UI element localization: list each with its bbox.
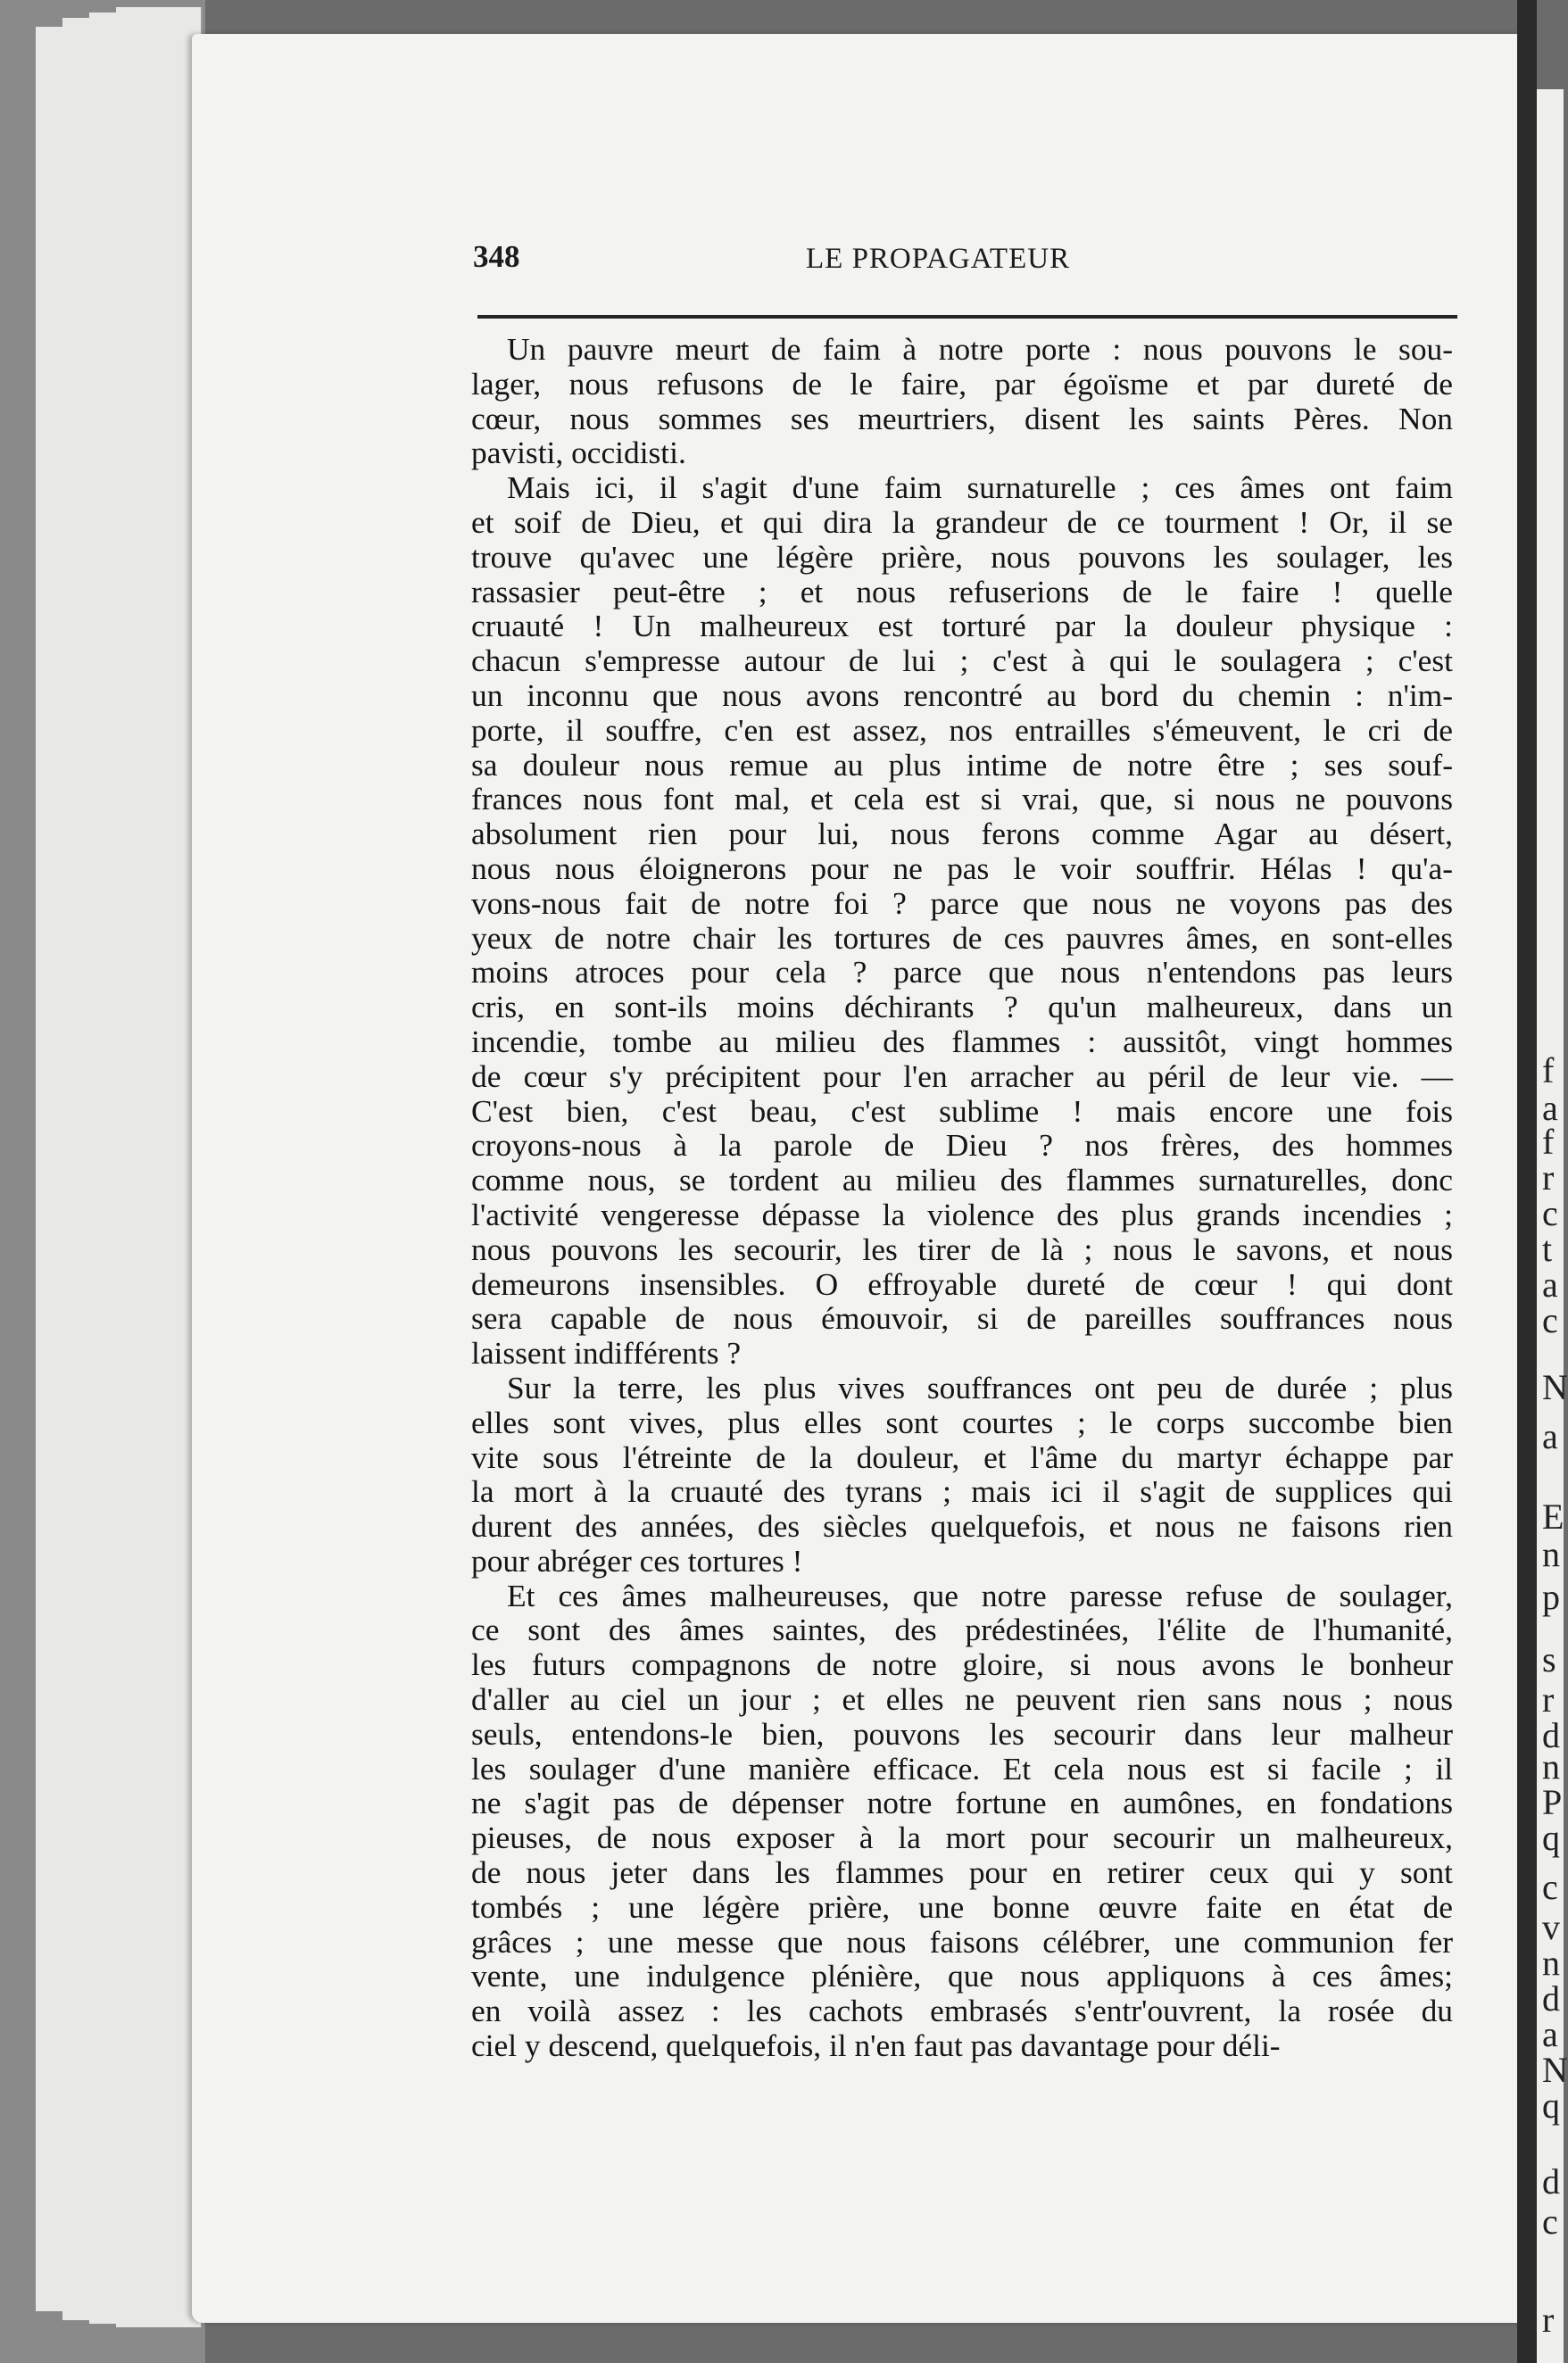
text-line: nous nous éloignerons pour ne pas le voir souffrir. Hélas ! qu'a- [471,850,1453,886]
next-page-edge [1537,89,1568,2363]
text-line: chacun s'empresse autour de lui ; c'est à qui le soulagera ; c'est [471,643,1453,679]
text-line: grâces ; une messe que nous faisons célébrer, une communion fer [471,1923,1453,1960]
next-page-fragment: n [1542,1534,1560,1574]
text-line: de nous jeter dans les flammes pour en retirer ceux qui y sont [471,1854,1453,1891]
next-page-fragment: f [1542,1050,1555,1090]
next-page-fragment: E [1542,1497,1564,1537]
text-line: trouve qu'avec une légère prière, nous pouvons les soulager, les [471,538,1453,575]
page-number: 348 [473,239,520,274]
text-line: les soulager d'une manière efficace. Et cela nous est si facile ; il [471,1750,1453,1787]
text-line: sa douleur nous remue au plus intime de notre être ; ses souf- [471,746,1453,783]
next-page-fragment: P [1542,1782,1563,1822]
next-page-fragment: c [1542,2201,1558,2242]
running-title: LE PROPAGATEUR [806,243,1071,275]
page-header [473,239,1455,293]
next-page-fragment: a [1542,1416,1558,1456]
text-line: vente, une indulgence plénière, que nous appliquons à ces âmes; [471,1958,1453,1994]
text-line: pieuses, de nous exposer à la mort pour secourir un malheureux, [471,1820,1453,1856]
text-line: seuls, entendons-le bien, pouvons les secourir dans leur malheur [471,1715,1453,1752]
next-page-fragment: t [1542,1229,1553,1269]
text-line: et soif de Dieu, et qui dira la grandeur de ce tourment ! Or, il se [471,503,1453,540]
text-line: rassasier peut-être ; et nous refuserions de le faire ! quelle [471,573,1453,609]
text-line: absolument rien pour lui, nous ferons comme Agar au désert, [471,816,1453,852]
text-line: demeurons insensibles. O effroyable dureté de cœur ! qui dont [471,1265,1453,1302]
next-page-fragment: c [1542,1193,1558,1233]
next-page-fragment: a [1542,1264,1558,1305]
text-line: ciel y descend, quelquefois, il n'en faut pas davantage pour déli- [471,2027,1281,2064]
text-line: ne s'agit pas de dépenser notre fortune en aumônes, en fondations [471,1785,1453,1821]
book-page-edges [0,0,205,2363]
text-line: C'est bien, c'est beau, c'est sublime ! mais encore une fois [471,1092,1453,1129]
next-page-fragment: N [1542,1367,1568,1407]
text-line: cruauté ! Un malheureux est torturé par la douleur physique : [471,608,1453,644]
next-page-fragment: p [1542,1577,1560,1617]
text-line: la mort à la cruauté des tyrans ; mais ici il s'agit de supplices qui [471,1473,1453,1510]
text-line: Un pauvre meurt de faim à notre porte : nous pouvons le sou- [507,331,1453,367]
next-page-fragment: s [1542,1639,1556,1679]
next-page-fragment: d [1542,1715,1560,1755]
text-line: vite sous l'étreinte de la douleur, et l'âme du martyr échappe par [471,1439,1453,1475]
text-line: sera capable de nous émouvoir, si de pareilles souffrances nous [471,1300,1453,1337]
text-line: Et ces âmes malheureuses, que notre paresse refuse de soulager, [507,1577,1453,1613]
text-line: ce sont des âmes saintes, des prédestinées, l'élite de l'humanité, [471,1612,1453,1648]
text-line: lager, nous refusons de le faire, par égoïsme et par dureté de [471,365,1453,402]
text-line: croyons-nous à la parole de Dieu ? nos frères, des hommes [471,1127,1453,1164]
text-line: frances nous font mal, et cela est si vrai, que, si nous ne pouvons [471,781,1453,817]
next-page-fragment: c [1542,1300,1558,1340]
text-line: en voilà assez : les cachots embrasés s'entr'ouvrent, la rosée du [471,1993,1453,2029]
body-text [471,332,1453,2063]
text-line: elles sont vives, plus elles sont courtes ; le corps succombe bien [471,1404,1453,1440]
text-line: pavisti, occidisti. [471,435,686,471]
text-line: vons-nous fait de notre foi ? parce que nous ne voyons pas des [471,884,1453,921]
next-page-fragment: a [1542,2014,1558,2054]
text-line: yeux de notre chair les tortures de ces pauvres âmes, en sont-elles [471,919,1453,956]
text-line: d'aller au ciel un jour ; et elles ne peuvent rien sans nous ; nous [471,1681,1453,1718]
text-line: porte, il souffre, c'en est assez, nos entrailles s'émeuvent, le cri de [471,711,1453,748]
text-line: Sur la terre, les plus vives souffrances ont peu de durée ; plus [507,1369,1453,1405]
next-page-fragment: d [1542,1978,1560,2019]
text-line: moins atroces pour cela ? parce que nous n'entendons pas leurs [471,954,1453,991]
text-line: nous pouvons les secourir, les tirer de là ; nous le savons, et nous [471,1231,1453,1267]
text-line: comme nous, se tordent au milieu des flammes surnaturelles, donc [471,1162,1453,1198]
next-page-fragment: n [1542,1943,1560,1983]
text-line: cœur, nous sommes ses meurtriers, disent les saints Pères. Non [471,400,1453,436]
next-page-fragment: d [1542,2161,1560,2201]
text-line: tombés ; une légère prière, une bonne œuvre faite en état de [471,1888,1453,1925]
next-page-fragment: v [1542,1907,1560,1947]
binding-gutter [1517,0,1537,2363]
next-page-fragment: n [1542,1746,1560,1787]
next-page-fragment: r [1542,1679,1555,1720]
text-line: Mais ici, il s'agit d'une faim surnaturelle ; ces âmes ont faim [507,469,1453,506]
text-line: durent des années, des siècles quelquefois, et nous ne faisons rien [471,1508,1453,1545]
text-line: les futurs compagnons de notre gloire, si nous avons le bonheur [471,1646,1453,1683]
next-page-fragment: c [1542,1867,1558,1907]
text-line: laissent indifférents ? [471,1335,742,1372]
next-page-fragment: N [1542,2050,1568,2090]
page-edge [116,7,203,2327]
next-page-fragment: r [1542,1157,1555,1198]
header-rule [477,315,1457,319]
text-line: incendie, tombe au milieu des flammes : aussitôt, vingt hommes [471,1023,1453,1059]
next-page-fragment: q [1542,1818,1560,1858]
text-line: l'activité vengeresse dépasse la violence des plus grands incendies ; [471,1196,1453,1232]
next-page-fragment: q [1542,2085,1560,2126]
text-line: cris, en sont-ils moins déchirants ? qu'un malheureux, dans un [471,989,1453,1025]
next-page-fragment: a [1542,1088,1558,1128]
text-line: de cœur s'y précipitent pour l'en arracher au péril de leur vie. — [471,1057,1453,1094]
text-line: un inconnu que nous avons rencontré au bord du chemin : n'im- [471,676,1453,713]
next-page-fragment: r [1542,2300,1555,2340]
text-line: pour abréger ces tortures ! [471,1542,803,1579]
next-page-fragment: f [1542,1122,1555,1162]
